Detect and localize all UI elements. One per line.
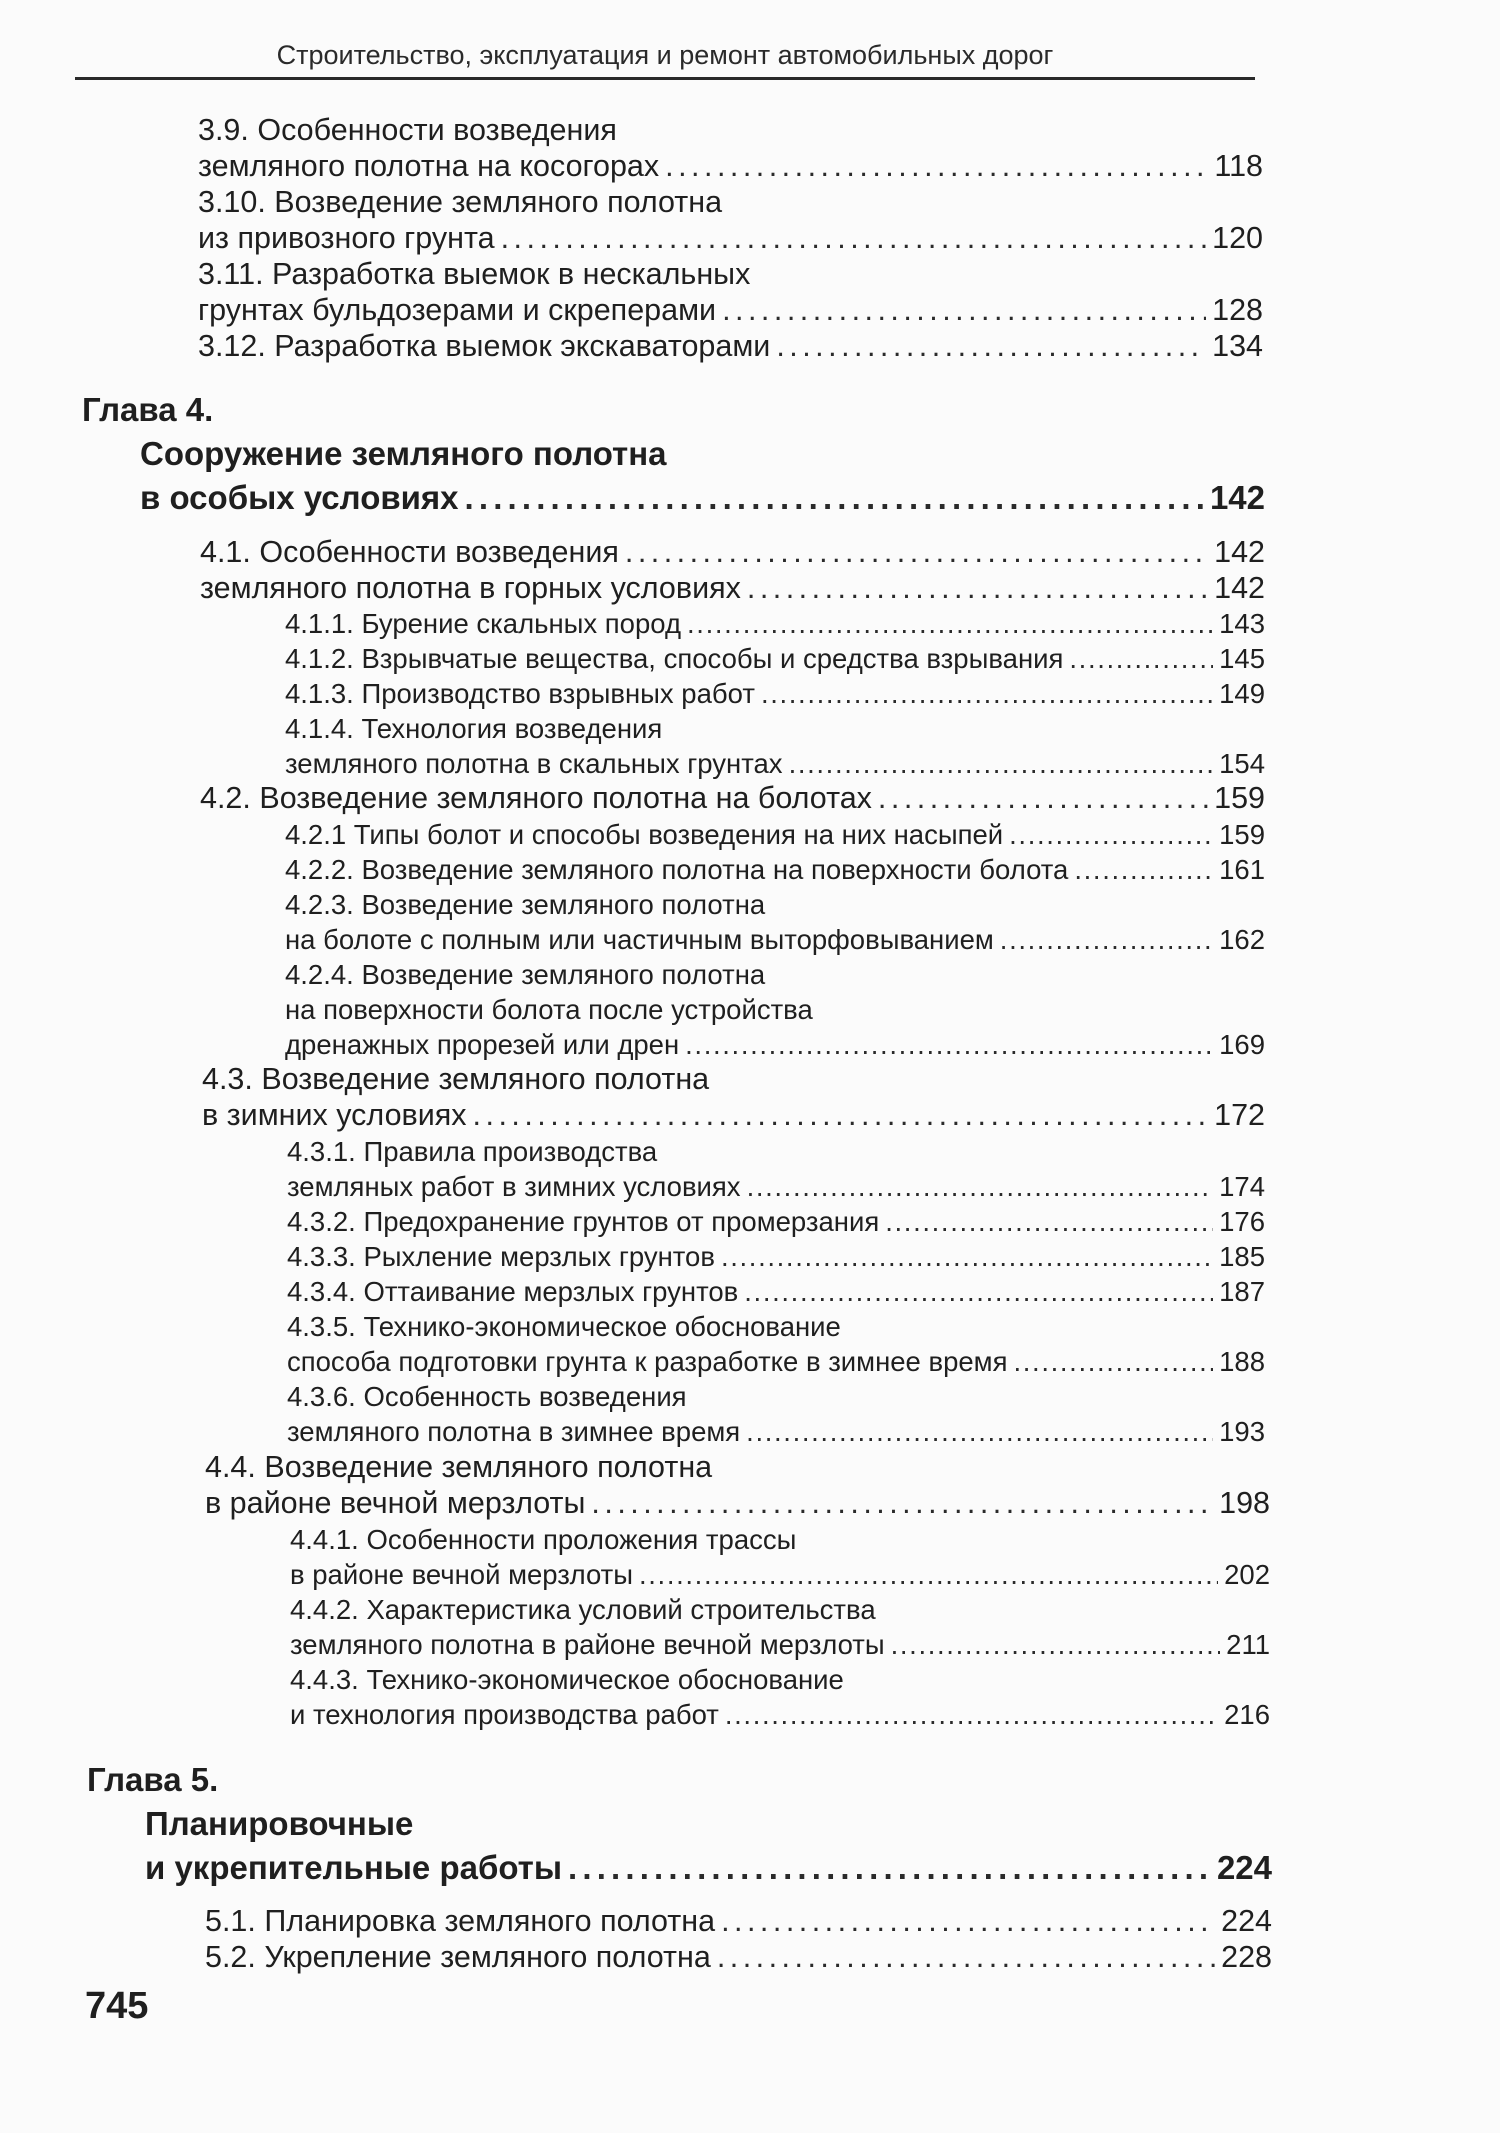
toc-entry-3-12[interactable]: 3.12. Разработка выемок экскаваторами . . . 134 <box>198 328 1263 364</box>
toc-entry-4-3-5-line1: 4.3.5. Технико-экономическое обоснование <box>287 1311 841 1342</box>
page-ref: 198 <box>1219 1486 1270 1520</box>
toc-entry-4-2-1[interactable]: 4.2.1 Типы болот и способы возведения на них насыпей . . . 159 <box>285 817 1265 853</box>
toc-entry-3-9-line1: 3.9. Особенности возведения <box>198 113 617 147</box>
page-ref: 120 <box>1212 221 1263 255</box>
running-header: Строительство, эксплуатация и ремонт автомобильных дорог <box>276 40 1054 70</box>
toc-entry-4-4-2-line1: 4.4.2. Характеристика условий строительства <box>290 1594 876 1625</box>
toc-entry-3-10-line1: 3.10. Возведение земляного полотна <box>198 185 723 219</box>
toc-entry-4-3-1[interactable]: земляных работ в зимних условиях . . . 174 <box>287 1169 1265 1205</box>
dot-leader <box>761 676 1213 712</box>
dot-leader <box>665 148 1208 184</box>
toc-entry-4-4-2[interactable]: земляного полотна в районе вечной мерзлоты . . . 211 <box>290 1627 1270 1663</box>
page-ref: 118 <box>1214 149 1263 183</box>
toc-entry-4-3[interactable]: в зимних условиях . . . 172 <box>202 1097 1265 1133</box>
toc-entry-4-3-4[interactable]: 4.3.4. Оттаивание мерзлых грунтов . . . 187 <box>287 1274 1265 1310</box>
toc-entry-4-2-3[interactable]: на болоте с полным или частичным выторфовыванием . . . 162 <box>285 922 1265 958</box>
page-ref: 176 <box>1219 1206 1265 1237</box>
dot-leader <box>473 1097 1209 1133</box>
toc-entry-4-2-4-line2: на поверхности болота после устройства <box>285 994 813 1025</box>
dot-leader <box>1009 817 1213 853</box>
dot-leader <box>1074 852 1213 888</box>
toc-entry-4-3-5[interactable]: способа подготовки грунта к разработке в зимнее время . . . 188 <box>287 1344 1265 1380</box>
header-divider <box>75 77 1255 80</box>
toc-entry-4-4[interactable]: в районе вечной мерзлоты . . . 198 <box>205 1485 1270 1521</box>
toc-entry-4-1-4-line1: 4.1.4. Технология возведения <box>285 713 663 744</box>
page-ref: 193 <box>1219 1416 1265 1447</box>
dot-leader <box>717 1939 1215 1975</box>
toc-entry-4-4-1-line1: 4.4.1. Особенности проложения трассы <box>290 1524 797 1555</box>
page-ref: 174 <box>1219 1171 1265 1202</box>
dot-leader <box>747 570 1208 606</box>
toc-entry-4-4-1[interactable]: в районе вечной мерзлоты . . . 202 <box>290 1557 1270 1593</box>
dot-leader <box>625 534 1208 570</box>
toc-entry-4-1-2[interactable]: 4.1.2. Взрывчатые вещества, способы и средства взрывания . . . 145 <box>285 641 1265 677</box>
dot-leader <box>1000 922 1213 958</box>
toc-entry-4-4-3[interactable]: и технология производства работ . . . 216 <box>290 1697 1270 1733</box>
toc-entry-4-1-1[interactable]: 4.1.1. Бурение скальных пород . . . 143 <box>285 606 1265 642</box>
page-ref: 162 <box>1219 924 1265 955</box>
page-number: 745 <box>85 1985 149 2027</box>
dot-leader <box>1069 641 1213 677</box>
dot-leader <box>878 780 1208 816</box>
page-ref: 143 <box>1219 608 1265 639</box>
dot-leader <box>747 1169 1214 1205</box>
chapter-5-entry[interactable]: и укрепительные работы . . . 224 <box>145 1850 1272 1886</box>
dot-leader <box>685 1027 1213 1063</box>
page-ref: 142 <box>1214 571 1265 605</box>
page-ref: 154 <box>1219 748 1265 779</box>
toc-entry-4-2-4-line1: 4.2.4. Возведение земляного полотна <box>285 959 766 990</box>
toc-entry-4-2-4[interactable]: дренажных прорезей или дрен . . . 169 <box>285 1027 1265 1063</box>
toc-entry-4-2-2[interactable]: 4.2.2. Возведение земляного полотна на поверхности болота . . . 161 <box>285 852 1265 888</box>
toc-entry-4-1-4[interactable]: земляного полотна в скальных грунтах . . . 154 <box>285 746 1265 782</box>
toc-entry-5-1[interactable]: 5.1. Планировка земляного полотна . . . 224 <box>205 1903 1272 1939</box>
dot-leader <box>687 606 1213 642</box>
page-ref: 188 <box>1219 1346 1265 1377</box>
page-ref: 211 <box>1226 1629 1270 1660</box>
toc-entry-4-1-line1[interactable]: 4.1. Особенности возведения . . . 142 <box>200 534 1265 570</box>
page-ref: 169 <box>1219 1029 1265 1060</box>
dot-leader <box>591 1485 1213 1521</box>
dot-leader <box>789 746 1214 782</box>
page-ref: 172 <box>1214 1098 1265 1132</box>
dot-leader <box>639 1557 1218 1593</box>
toc-entry-5-2[interactable]: 5.2. Укрепление земляного полотна . . . 228 <box>205 1939 1272 1975</box>
page-ref: 159 <box>1214 781 1265 815</box>
page-ref: 224 <box>1221 1904 1272 1938</box>
toc-entry-4-3-6[interactable]: земляного полотна в зимнее время . . . 193 <box>287 1414 1265 1450</box>
dot-leader <box>776 328 1206 364</box>
page-ref: 142 <box>1209 479 1265 516</box>
dot-leader <box>568 1850 1211 1886</box>
page-ref: 142 <box>1214 535 1265 569</box>
toc-entry-4-4-line1: 4.4. Возведение земляного полотна <box>205 1450 713 1484</box>
toc-entry-3-11[interactable]: грунтах бульдозерами и скреперами . . . 128 <box>198 292 1263 328</box>
dot-leader <box>725 1697 1218 1733</box>
dot-leader <box>721 1239 1213 1275</box>
chapter-4-label: Глава 4. <box>82 391 214 428</box>
dot-leader <box>885 1204 1213 1240</box>
toc-entry-4-2[interactable]: 4.2. Возведение земляного полотна на болотах . . . 159 <box>200 780 1265 816</box>
page-ref: 202 <box>1224 1559 1270 1590</box>
dot-leader <box>465 480 1204 516</box>
toc-entry-4-3-line1: 4.3. Возведение земляного полотна <box>202 1062 710 1096</box>
page-ref: 187 <box>1219 1276 1265 1307</box>
toc-entry-4-1-3[interactable]: 4.1.3. Производство взрывных работ . . . 149 <box>285 676 1265 712</box>
toc-entry-3-10[interactable]: из привозного грунта . . . 120 <box>198 220 1263 256</box>
page-ref: 216 <box>1224 1699 1270 1730</box>
page-ref: 224 <box>1216 1849 1272 1886</box>
page-ref: 159 <box>1219 819 1265 850</box>
page-ref: 145 <box>1219 643 1265 674</box>
page-ref: 185 <box>1219 1241 1265 1272</box>
page-ref: 134 <box>1212 329 1263 363</box>
page-ref: 128 <box>1212 293 1263 327</box>
toc-entry-3-11-line1: 3.11. Разработка выемок в нескальных <box>198 257 751 291</box>
dot-leader <box>744 1274 1213 1310</box>
chapter-5-title-line1: Планировочные <box>145 1805 414 1842</box>
dot-leader <box>722 292 1206 328</box>
chapter-4-entry[interactable]: в особых условиях . . . 142 <box>140 480 1265 516</box>
toc-entry-4-3-2[interactable]: 4.3.2. Предохранение грунтов от промерзания . . . 176 <box>287 1204 1265 1240</box>
dot-leader <box>746 1414 1213 1450</box>
page-ref: 149 <box>1219 678 1265 709</box>
toc-entry-3-9[interactable]: земляного полотна на косогорах . . . 118 <box>198 148 1263 184</box>
toc-entry-4-3-1-line1: 4.3.1. Правила производства <box>287 1136 658 1167</box>
page-ref: 228 <box>1221 1940 1272 1974</box>
dot-leader <box>1013 1344 1213 1380</box>
page-ref: 161 <box>1219 854 1265 885</box>
dot-leader <box>721 1903 1215 1939</box>
toc-entry-4-2-3-line1: 4.2.3. Возведение земляного полотна <box>285 889 766 920</box>
toc-entry-4-3-3[interactable]: 4.3.3. Рыхление мерзлых грунтов . . . 185 <box>287 1239 1265 1275</box>
toc-entry-4-4-3-line1: 4.4.3. Технико-экономическое обоснование <box>290 1664 844 1695</box>
chapter-5-label: Глава 5. <box>87 1761 219 1798</box>
toc-entry-4-1[interactable]: земляного полотна в горных условиях . . . 142 <box>200 570 1265 606</box>
dot-leader <box>501 220 1207 256</box>
toc-entry-4-3-6-line1: 4.3.6. Особенность возведения <box>287 1381 687 1412</box>
dot-leader <box>891 1627 1221 1663</box>
chapter-4-title-line1: Сооружение земляного полотна <box>140 435 667 472</box>
